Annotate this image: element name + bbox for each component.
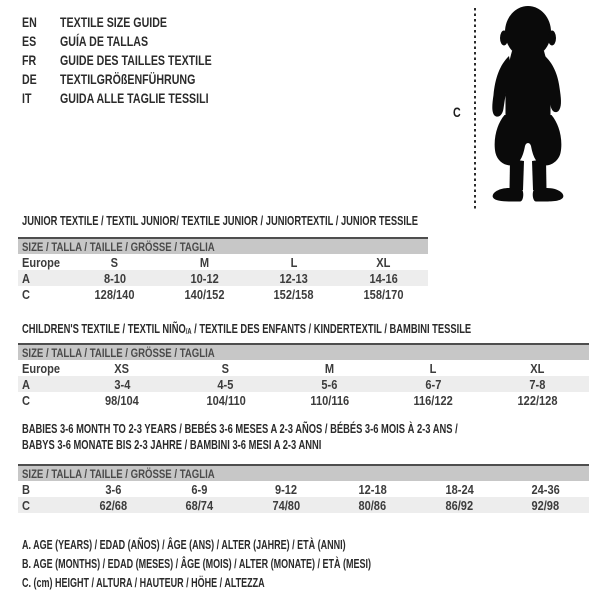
size-value-cell: S (222, 360, 230, 376)
size-value-cell: 18-24 (445, 481, 474, 497)
size-value-cell: L (429, 360, 437, 376)
table-row (18, 481, 589, 497)
language-title-block (22, 13, 260, 108)
height-dimension-line (474, 8, 476, 210)
size-value-cell: 110/116 (310, 392, 349, 408)
height-dimension-label: C (452, 104, 461, 120)
table-header-bar: SIZE / TALLA / TAILLE / GRÖSSE / TAGLIA (18, 343, 589, 360)
size-value-cell: 128/140 (94, 286, 135, 302)
size-table-junior (18, 237, 428, 302)
size-value-cell: M (324, 360, 335, 376)
row-label-cell: C (22, 286, 30, 302)
row-label-cell: B (22, 481, 30, 497)
section-title-children-sub: /A (185, 327, 192, 336)
size-value-cell: 10-12 (190, 270, 219, 286)
language-code: DE (22, 71, 37, 87)
size-value-cell: 62/68 (99, 497, 128, 513)
size-value-cell: 12-18 (358, 481, 387, 497)
row-label-cell: Europe (22, 360, 61, 376)
row-label-cell: Europe (22, 254, 61, 270)
size-value-cell: 80/86 (358, 497, 387, 513)
size-value-cell: 74/80 (272, 497, 301, 513)
language-code: ES (22, 33, 37, 49)
size-value-cell: 5-6 (321, 376, 338, 392)
size-value-cell: 3-4 (113, 376, 130, 392)
size-value-cell: 9-12 (275, 481, 298, 497)
language-code: EN (22, 14, 37, 30)
footnotes (22, 536, 507, 593)
language-row-it (22, 89, 260, 108)
size-value-cell: S (111, 254, 119, 270)
size-value-cell: M (199, 254, 209, 270)
size-value-cell: 122/128 (517, 392, 558, 408)
size-value-cell: 6-7 (425, 376, 442, 392)
size-value-cell: 116/122 (413, 392, 453, 408)
size-value-cell: 68/74 (185, 497, 214, 513)
table-row (18, 392, 589, 408)
language-label: GUÍA DE TALLAS (60, 33, 149, 49)
toddler-silhouette-icon (482, 5, 574, 205)
size-value-cell: 7-8 (529, 376, 546, 392)
section-title-babies-line2: BABYS 3-6 MONATE BIS 2-3 JAHRE / BAMBINI 3-6 MESI A 2-3 ANNI (22, 437, 322, 452)
size-value-cell: XS (114, 360, 130, 376)
language-row-fr (22, 51, 260, 70)
table-row (18, 270, 428, 286)
section-title-junior: JUNIOR TEXTILE / TEXTIL JUNIOR/ TEXTILE JUNIOR / JUNIORTEXTIL / JUNIOR TESSILE (22, 213, 418, 228)
size-value-cell: 4-5 (217, 376, 234, 392)
table-header-bar: SIZE / TALLA / TAILLE / GRÖSSE / TAGLIA (18, 237, 428, 254)
size-value-cell: 158/170 (363, 286, 404, 302)
section-title-children-main: CHILDREN'S TEXTILE / TEXTIL NIÑO (22, 321, 186, 336)
size-value-cell: 152/158 (273, 286, 314, 302)
table-header-bar: SIZE / TALLA / TAILLE / GRÖSSE / TAGLIA (18, 464, 589, 481)
table-row (18, 254, 428, 270)
language-label: GUIDE DES TAILLES TEXTILE (60, 52, 212, 68)
size-value-cell: L (290, 254, 298, 270)
size-value-cell: XL (376, 254, 391, 270)
size-value-cell: 86/92 (445, 497, 474, 513)
section-title-babies (22, 421, 600, 453)
size-value-cell: XL (530, 360, 545, 376)
table-row (18, 497, 589, 513)
language-code: FR (22, 52, 37, 68)
footnote-c: C. (cm) HEIGHT / ALTURA / HAUTEUR / HÖHE / ALTEZZA (22, 576, 265, 590)
footnote-a: A. AGE (YEARS) / EDAD (AÑOS) / ÂGE (ANS) / ALTER (JAHRE) / ETÀ (ANNI) (22, 538, 346, 552)
language-label: TEXTILE SIZE GUIDE (60, 14, 168, 30)
language-row-de (22, 70, 260, 89)
size-value-cell: 24-36 (531, 481, 560, 497)
language-label: TEXTILGRÖßENFÜHRUNG (60, 71, 196, 87)
row-label-cell: A (22, 376, 30, 392)
size-value-cell: 3-6 (105, 481, 122, 497)
language-code: IT (22, 90, 32, 106)
table-row (18, 286, 428, 302)
footnote-b: B. AGE (MONTHS) / EDAD (MESES) / ÂGE (MOIS) / ALTER (MONATE) / ETÀ (MESI) (22, 557, 371, 571)
size-value-cell: 12-13 (279, 270, 308, 286)
row-label-cell: A (22, 270, 30, 286)
size-value-cell: 14-16 (369, 270, 398, 286)
language-row-en (22, 13, 260, 32)
section-title-babies-line1: BABIES 3-6 MONTH TO 2-3 YEARS / BEBÉS 3-6 MESES A 2-3 AÑOS / BÉBÉS 3-6 MOIS À 2-3 ANS / (22, 421, 458, 436)
section-title-children (22, 321, 600, 340)
table-row (18, 360, 589, 376)
language-row-es (22, 32, 260, 51)
section-title-children-rest: / TEXTILE DES ENFANTS / KINDERTEXTIL / BAMBINI TESSILE (191, 321, 472, 336)
size-value-cell: 6-9 (191, 481, 208, 497)
size-table-children (18, 343, 589, 408)
size-value-cell: 8-10 (103, 270, 126, 286)
language-label: GUIDA ALLE TAGLIE TESSILI (60, 90, 209, 106)
size-value-cell: 140/152 (184, 286, 225, 302)
size-value-cell: 92/98 (531, 497, 560, 513)
table-row (18, 376, 589, 392)
size-value-cell: 98/104 (104, 392, 139, 408)
size-value-cell: 104/110 (206, 392, 246, 408)
size-table-babies (18, 464, 589, 513)
row-label-cell: C (22, 392, 30, 408)
row-label-cell: C (22, 497, 30, 513)
